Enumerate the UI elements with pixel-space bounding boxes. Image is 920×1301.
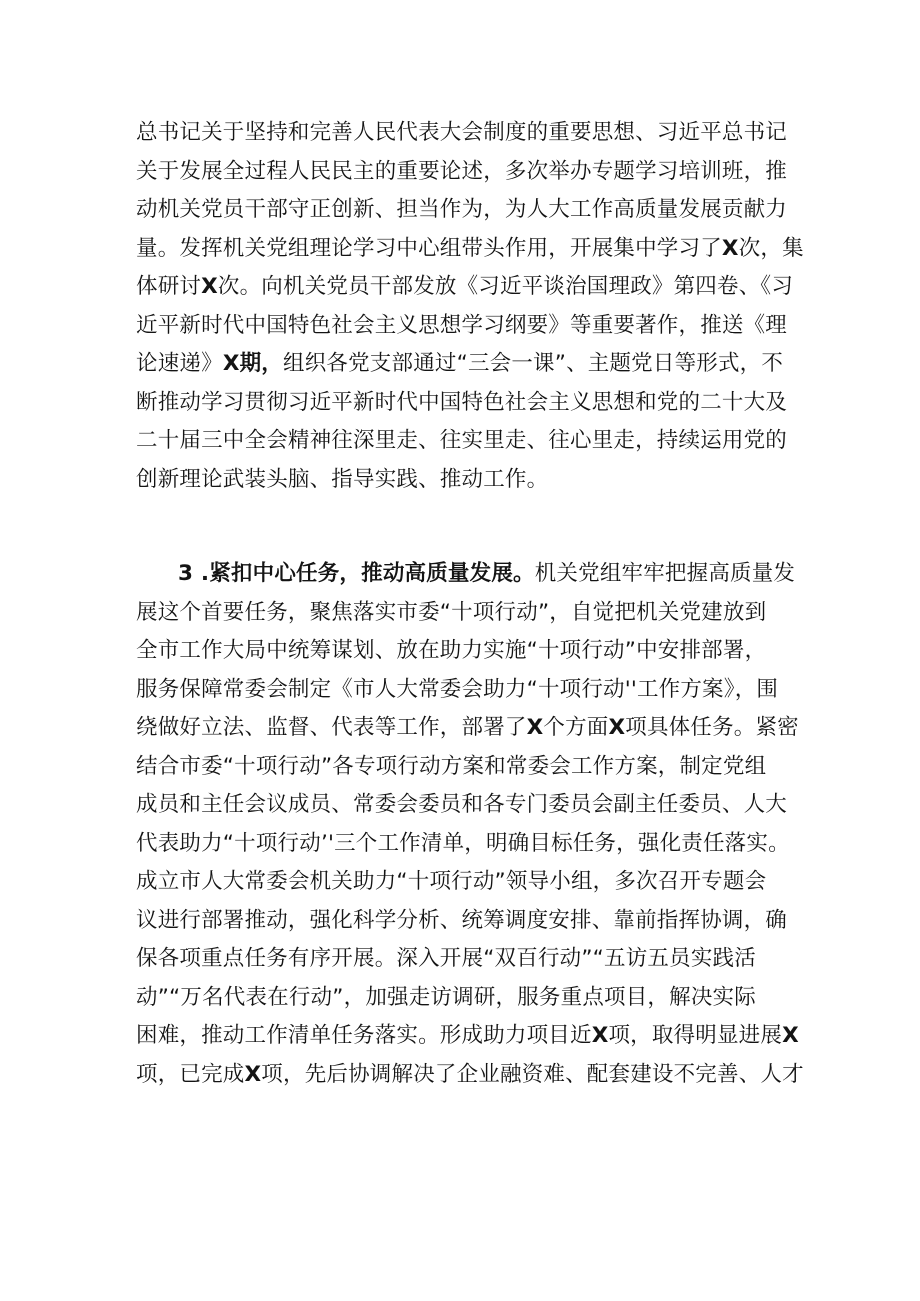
text-line [136, 1017, 799, 1056]
text-line: 动”“万名代表在行动”，加强走访调研，服务重点项目，解决实际 [136, 984, 756, 1010]
text-run: 论速递》 [136, 351, 223, 376]
paragraph-1 [136, 114, 804, 499]
text-run: 体研讨 [136, 274, 202, 299]
text-line [136, 268, 796, 307]
text-line: 服务保障常委会制定《市人大常委会助力“十项行动''工作方案》，围 [136, 676, 779, 702]
text-line [136, 230, 804, 269]
text-run: 项，已完成 [136, 1061, 245, 1087]
text-line: 断推动学习贯彻习近平新时代中国特色社会主义思想和党的二十大及 [136, 389, 788, 415]
text-run: 组织各党支部通过“三会一课”、主题党日等形式，不 [283, 351, 784, 376]
text-line: 关于发展全过程人民民主的重要论述，多次举办专题学习培训班，推 [136, 158, 788, 184]
bold-run: X期， [222, 351, 283, 376]
text-line: 代表助力“十项行动’'三个工作清单，明确目标任务，强化责任落实。 [136, 830, 790, 856]
text-line: 二十届三中全会精神往深里走、往实里走、往心里走，持续运用党的 [136, 428, 788, 453]
text-line: 成员和主任会议成员、常委会委员和各专门委员会副主任委员、人大 [136, 792, 788, 817]
text-line: 全市工作大局中统筹谋划、放在助力实施“十项行动”中安排部署， [136, 638, 767, 663]
text-line [136, 555, 796, 594]
text-line [136, 1056, 804, 1095]
placeholder-x: X [608, 715, 626, 740]
text-line: 保各项重点任务有序开展。深入开展“双百行动”“五访五员实践活 [136, 946, 756, 971]
text-line: 成立市人大常委会机关助力“十项行动”领导小组，多次召开专题会 [136, 869, 767, 894]
text-line [136, 709, 799, 748]
placeholder-x: X [782, 1023, 799, 1048]
section-heading: 3 .紧扣中心任务，推动高质量发展。 [178, 561, 535, 586]
text-run: 绕做好立法、监督、代表等工作，部署了 [136, 715, 527, 740]
text-run: 困难，推动工作清单任务落实。形成助力项目近 [136, 1023, 592, 1048]
text-line: 动机关党员干部守正创新、担当作为，为人大工作高质量发展贡献力 [136, 197, 788, 222]
text-line: 创新理论武装头脑、指导实践、推动工作。 [136, 466, 549, 492]
paragraph-2 [136, 555, 804, 1094]
text-run: 个方面 [543, 715, 609, 740]
placeholder-x: X [244, 1061, 262, 1087]
text-run: 量。发挥机关党组理论学习中心组带头作用，开展集中学习了 [136, 235, 722, 261]
placeholder-x: X [721, 235, 739, 261]
text-run: 项，取得明显进展 [608, 1023, 783, 1048]
text-line: 近平新时代中国特色社会主义思想学习纲要》等重要著作，推送《理 [136, 312, 788, 338]
text-line: 议进行部署推动，强化科学分析、统筹调度安排、靠前指挥协调，确 [136, 907, 788, 933]
text-run: 项，先后协调解决了企业融资难、配套建设不完善、人才 [261, 1061, 804, 1087]
text-line: 结合市委“十项行动”各专项行动方案和常委会工作方案，制定党组 [136, 753, 767, 779]
text-run: 机关党组牢牢把握高质量发 [534, 561, 796, 586]
text-line: 总书记关于坚持和完善人民代表大会制度的重要思想、习近平总书记 [136, 120, 788, 145]
text-line [136, 345, 796, 384]
text-run: 次，集 [738, 235, 804, 261]
placeholder-x: X [591, 1023, 609, 1048]
text-line: 展这个首要任务，聚焦落实市委“十项行动”，自觉把机关党建放到 [136, 599, 767, 625]
placeholder-x: X [201, 274, 218, 299]
text-run: 项具体任务。紧密 [625, 715, 799, 740]
text-run: 次。向机关党员干部发放《习近平谈治国理政》第四卷、《习 [217, 274, 794, 299]
placeholder-x: X [526, 715, 544, 740]
